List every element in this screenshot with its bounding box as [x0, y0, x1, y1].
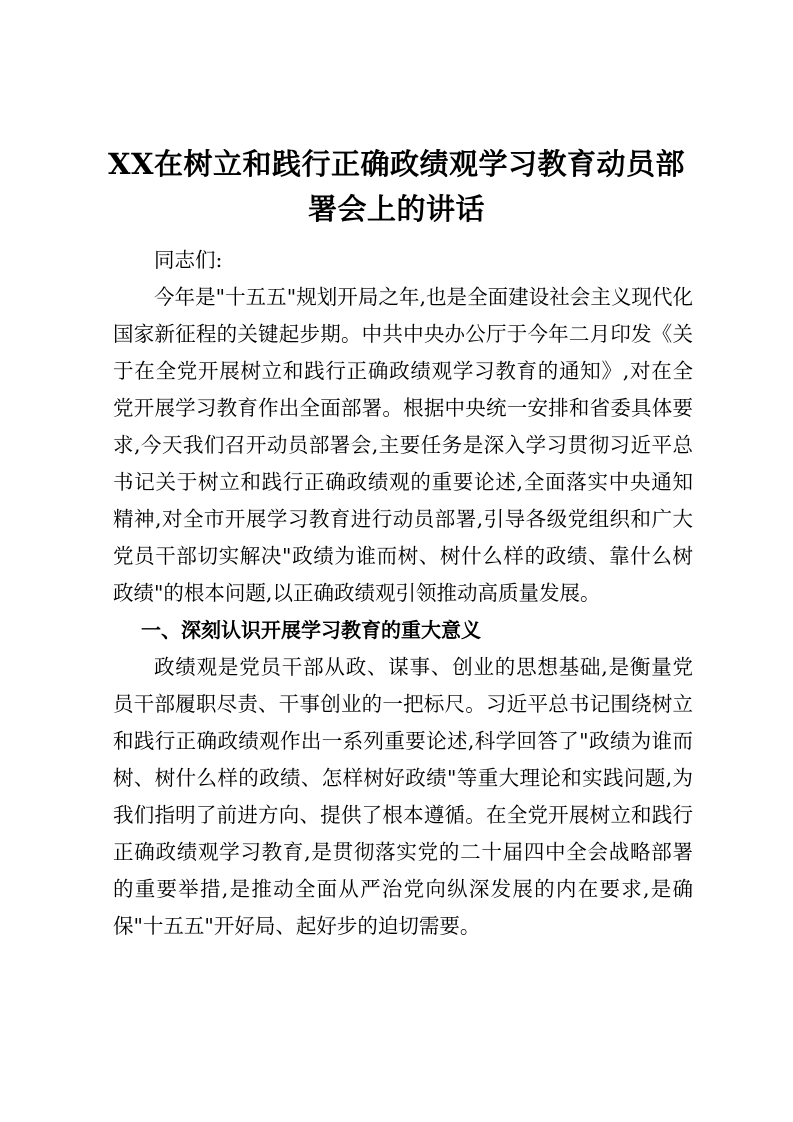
- salutation: 同志们:: [154, 248, 223, 272]
- document-body: [113, 242, 693, 945]
- document-title: XX在树立和践行正确政绩观学习教育动员部署会上的讲话: [107, 147, 685, 226]
- section-heading: 一、深刻认识开展学习教育的重大意义: [141, 618, 481, 642]
- section-paragraph: 政绩观是党员干部从政、谋事、创业的思想基础,是衡量党员干部履职尽责、干事创业的一把标尺。习近平总书记围绕树立和践行正确政绩观作出一系列重要论述,科学回答了"政绩为谁而树、树什么样的政绩、怎样树好政绩"等重大理论和实践问题,为我们指明了前进方向、提供了根本遵循。在全党开展树立和践行正确政绩观学习教育,是贯彻落实党的二十届四中全会战略部署的重要举措,是推动全面从严治党向纵深发展的内在要求,是确保"十五五"开好局、起好步的迫切需要。: [113, 655, 693, 938]
- intro-paragraph: 今年是"十五五"规划开局之年,也是全面建设社会主义现代化国家新征程的关键起步期。中共中央办公厅于今年二月印发《关于在全党开展树立和践行正确政绩观学习教育的通知》,对在全党开展学习教育作出全面部署。根据中央统一安排和省委具体要求,今天我们召开动员部署会,主要任务是深入学习贯彻习近平总书记关于树立和践行正确政绩观的重要论述,全面落实中央通知精神,对全市开展学习教育进行动员部署,引导各级党组织和广大党员干部切实解决"政绩为谁而树、树什么样的政绩、靠什么树政绩"的根本问题,以正确政绩观引领推动高质量发展。: [113, 285, 693, 605]
